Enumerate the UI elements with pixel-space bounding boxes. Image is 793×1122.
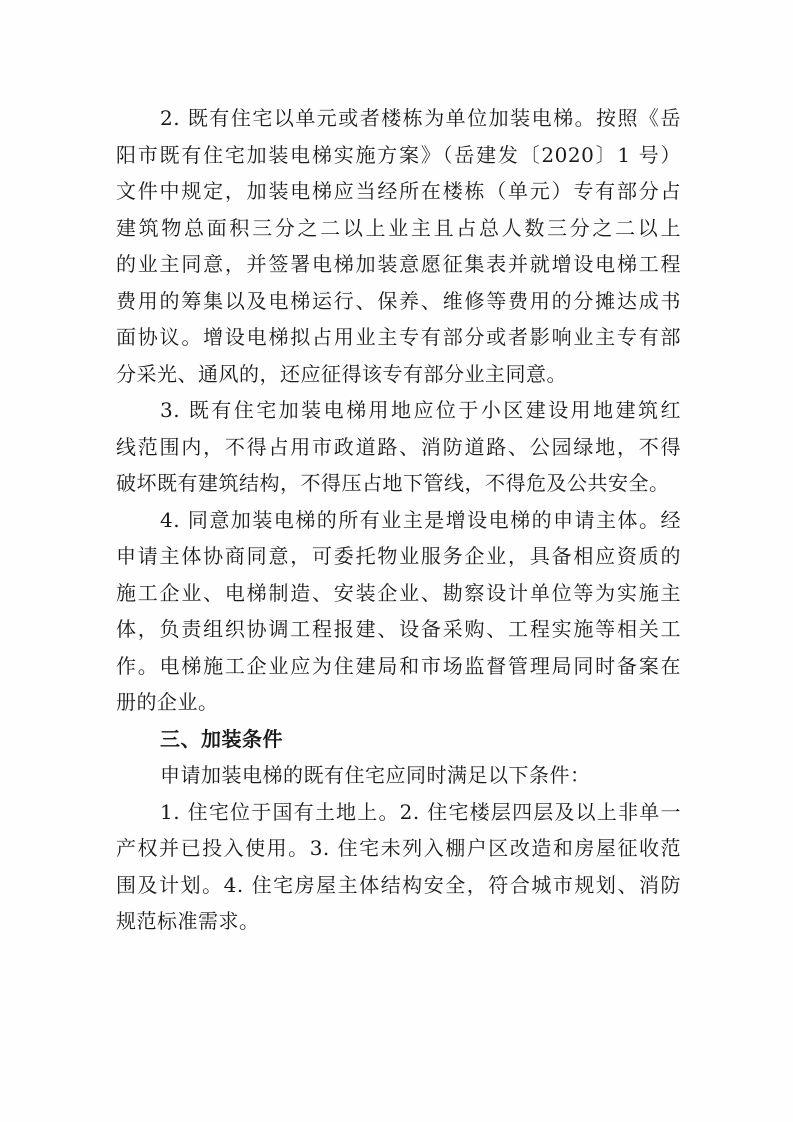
- text-line: 作。电梯施工企业应为住建局和市场监督管理局同时备案在: [116, 653, 681, 678]
- text-line: 阳市既有住宅加装电梯实施方案》（岳建发〔2020〕1 号）: [116, 142, 681, 167]
- text-line: 规范标准需求。: [116, 909, 260, 933]
- text-line: 1. 住宅位于国有土地上。2. 住宅楼层四层及以上非单一: [160, 799, 681, 824]
- conditions-intro: 申请加装电梯的既有住宅应同时满足以下条件：: [160, 763, 591, 787]
- text-line: 4. 同意加装电梯的所有业主是增设电梯的申请主体。经: [160, 507, 681, 532]
- paragraph-land-use: [116, 392, 681, 502]
- section-heading: 三、加装条件: [160, 726, 283, 751]
- text-line: 申请主体协商同意，可委托物业服务企业，具备相应资质的: [116, 544, 681, 568]
- text-line: 的业主同意，并签署电梯加装意愿征集表并就增设电梯工程: [116, 252, 681, 276]
- text-line: 册的企业。: [116, 690, 219, 714]
- text-line: 文件中规定，加装电梯应当经所在楼栋（单元）专有部分占: [116, 179, 681, 203]
- text-line: 分采光、通风的，还应征得该专有部分业主同意。: [116, 361, 567, 386]
- text-line: 建筑物总面积三分之二以上业主且占总人数三分之二以上: [116, 215, 681, 240]
- document-body: [116, 100, 681, 940]
- text-line: 2. 既有住宅以单元或者楼栋为单位加装电梯。按照《岳: [160, 106, 681, 130]
- text-line: 围及计划。4. 住宅房屋主体结构安全，符合城市规划、消防: [116, 872, 681, 897]
- paragraph-applicant: [116, 502, 681, 721]
- paragraph-unit-installation: [116, 100, 681, 392]
- text-line: 破坏既有建筑结构，不得压占地下管线，不得危及公共安全。: [116, 471, 670, 495]
- conditions-section: [116, 757, 681, 940]
- text-line: 施工企业、电梯制造、安装企业、勘察设计单位等为实施主: [116, 580, 681, 605]
- text-line: 体，负责组织协调工程报建、设备采购、工程实施等相关工: [116, 617, 681, 641]
- text-line: 费用的筹集以及电梯运行、保养、维修等费用的分摊达成书: [116, 288, 681, 313]
- text-line: 面协议。增设电梯拟占用业主专有部分或者影响业主专有部: [116, 325, 681, 349]
- text-line: 3. 既有住宅加装电梯用地应位于小区建设用地建筑红: [160, 398, 681, 422]
- text-line: 产权并已投入使用。3. 住宅未列入棚户区改造和房屋征收范: [116, 836, 681, 860]
- text-line: 线范围内，不得占用市政道路、消防道路、公园绿地，不得: [116, 434, 681, 459]
